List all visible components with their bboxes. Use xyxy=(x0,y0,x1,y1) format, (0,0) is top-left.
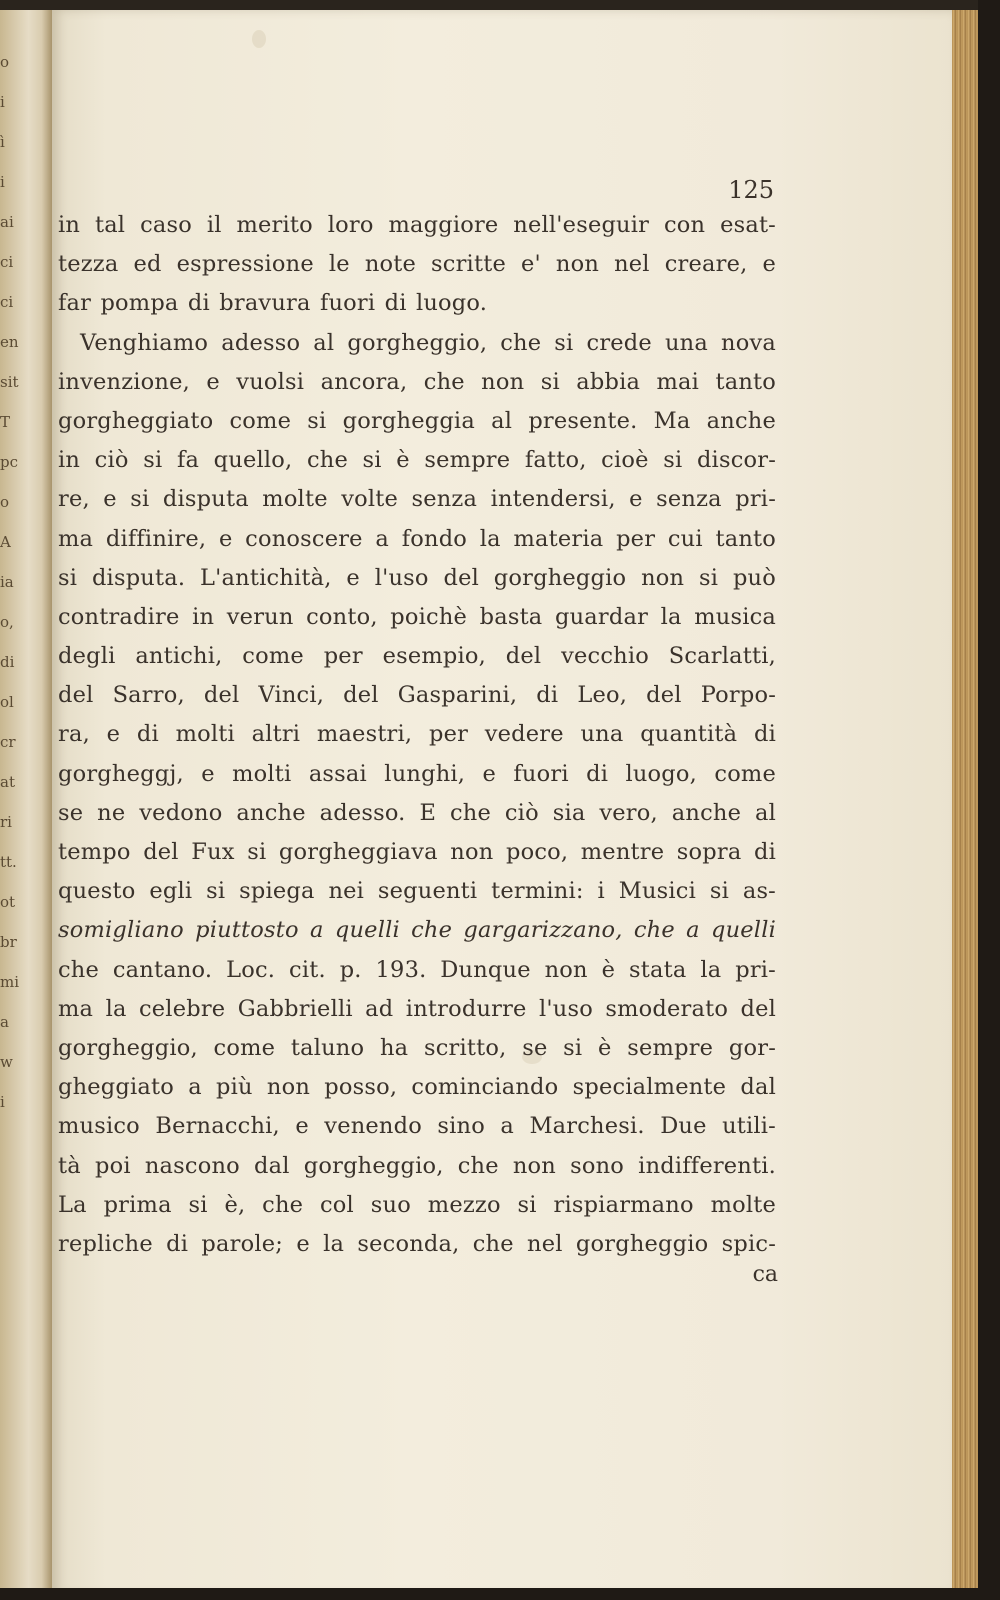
text-line: gorgheggj, e molti assai lunghi, e fuori di luogo, come xyxy=(58,760,776,787)
edge-glyph: br xyxy=(0,933,17,951)
text-line: La prima si è, che col suo mezzo si rispiarmano molte xyxy=(58,1191,776,1218)
text-line: del Sarro, del Vinci, del Gasparini, di Leo, del Porpo- xyxy=(58,682,776,709)
text-line: gheggiato a più non posso, cominciando specialmente dal xyxy=(58,1074,776,1101)
text-line: invenzione, e vuolsi ancora, che non si abbia mai tanto xyxy=(58,368,776,395)
edge-glyph: A xyxy=(0,533,11,551)
edge-glyph: pc xyxy=(0,453,19,471)
edge-glyph: ri xyxy=(0,813,12,831)
text-line: ra, e di molti altri maestri, per vedere una quantità di xyxy=(58,721,776,748)
text-line: in ciò si fa quello, che si è sempre fatto, cioè si discor- xyxy=(58,447,776,474)
text-line: gorgheggiato come si gorgheggia al presente. Ma anche xyxy=(58,407,776,434)
page-fore-edge xyxy=(952,10,978,1595)
edge-glyph: ai xyxy=(0,213,14,231)
text-line: in tal caso il merito loro maggiore nell'eseguir con esat- xyxy=(58,212,776,238)
edge-glyph: ia xyxy=(0,573,14,591)
edge-glyph: en xyxy=(0,333,19,351)
edge-glyph: ci xyxy=(0,293,14,311)
text-line: questo egli si spiega nei seguenti termini: i Musici si as- xyxy=(58,878,776,905)
edge-glyph: ol xyxy=(0,693,14,711)
edge-glyph: tt. xyxy=(0,853,17,871)
edge-glyph: a xyxy=(0,1013,9,1031)
edge-glyph: o xyxy=(0,493,10,511)
text-line-italic: somigliano piuttosto a quelli che gargarizzano, che a quelli xyxy=(58,917,776,944)
edge-glyph: i xyxy=(0,93,5,111)
text-line: si disputa. L'antichità, e l'uso del gorgheggio non si può xyxy=(58,564,776,591)
text-line: degli antichi, come per esempio, del vecchio Scarlatti, xyxy=(58,643,776,670)
edge-glyph: T xyxy=(0,413,11,431)
edge-glyph: ot xyxy=(0,893,16,911)
text-line: tezza ed espressione le note scritte e' non nel creare, e xyxy=(58,251,776,278)
edge-glyph: cr xyxy=(0,733,16,751)
body-text xyxy=(58,206,776,1264)
edge-glyph: sit xyxy=(0,373,19,391)
text-line: tà poi nascono dal gorgheggio, che non sono indifferenti. xyxy=(58,1152,776,1179)
text-line: che cantano. Loc. cit. p. 193. Dunque non è stata la pri- xyxy=(58,956,776,983)
text-line: ma la celebre Gabbrielli ad introdurre l'uso smoderato del xyxy=(58,995,776,1022)
edge-glyph: w xyxy=(0,1053,13,1071)
catchword: ca xyxy=(752,1262,778,1287)
edge-glyph: o, xyxy=(0,613,14,631)
text-line: repliche di parole; e la seconda, che nel gorgheggio spic- xyxy=(58,1230,776,1257)
edge-glyph: ci xyxy=(0,253,14,271)
edge-glyph: mi xyxy=(0,973,20,991)
text-line: ma diffinire, e conoscere a fondo la materia per cui tanto xyxy=(58,525,776,552)
text-line: Venghiamo adesso al gorgheggio, che si crede una nova xyxy=(80,329,776,356)
text-line: se ne vedono anche adesso. E che ciò sia vero, anche al xyxy=(58,799,776,826)
edge-glyph: i xyxy=(0,173,5,191)
background-bottom xyxy=(0,1588,1000,1600)
edge-glyph: i xyxy=(0,1093,5,1111)
text-line: tempo del Fux si gorgheggiava non poco, mentre sopra di xyxy=(58,839,776,865)
text-line: re, e si disputa molte volte senza intendersi, e senza pri- xyxy=(58,486,776,513)
page-number: 125 xyxy=(728,176,774,204)
left-page-edge xyxy=(0,10,52,1595)
edge-glyph: at xyxy=(0,773,15,791)
background-right xyxy=(978,0,1000,1600)
text-line: contradire in verun conto, poichè basta guardar la musica xyxy=(58,603,776,630)
text-line: musico Bernacchi, e venendo sino a Marchesi. Due utili- xyxy=(58,1113,776,1140)
text-line: far pompa di bravura fuori di luogo. xyxy=(58,290,488,317)
edge-glyph: di xyxy=(0,653,15,671)
text-line: gorgheggio, come taluno ha scritto, se si è sempre gor- xyxy=(58,1034,776,1061)
edge-glyph: ì xyxy=(0,133,5,151)
paper-stain xyxy=(252,30,266,48)
edge-glyph: o xyxy=(0,53,10,71)
